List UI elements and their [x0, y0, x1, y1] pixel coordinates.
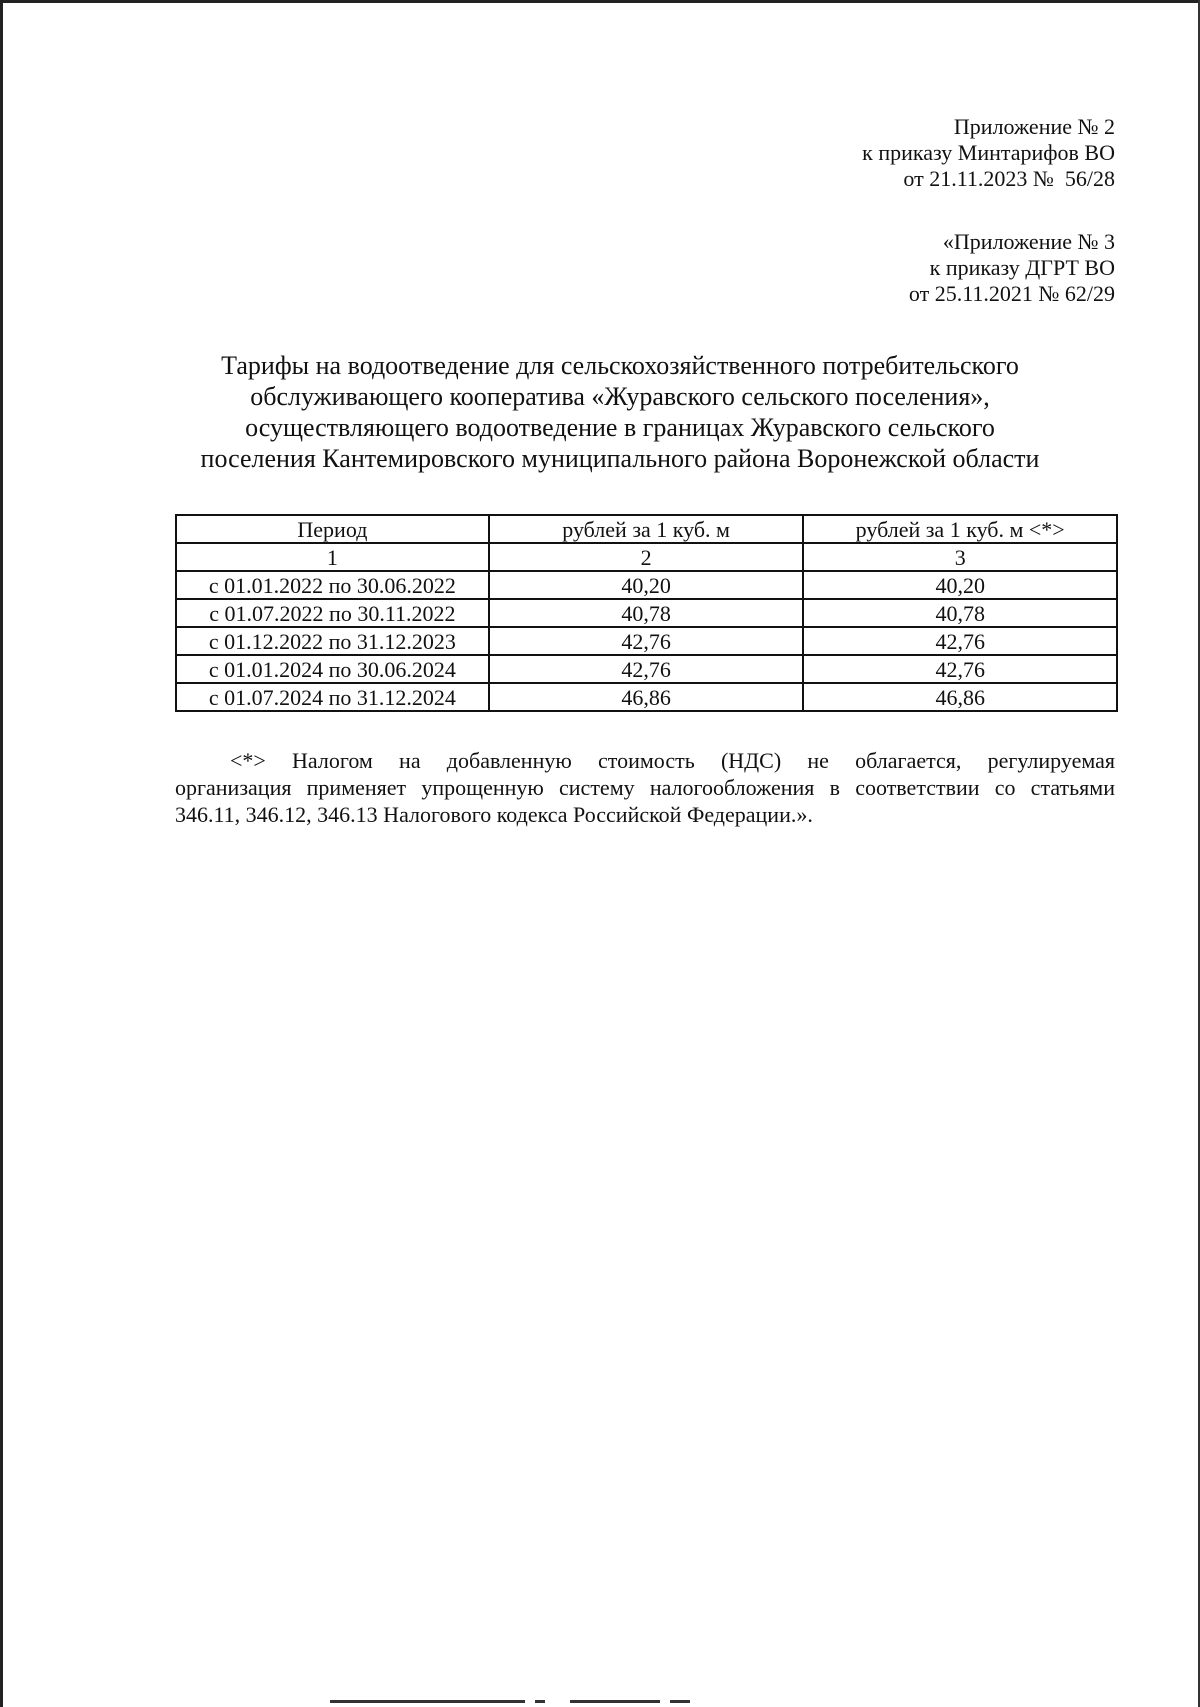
- rate-cell: 42,76: [489, 627, 804, 655]
- rate-cell: 40,20: [489, 571, 804, 599]
- rate-cell: 40,78: [489, 599, 804, 627]
- column-number-cell: 2: [489, 543, 804, 571]
- rate-vat-cell: 40,20: [803, 571, 1117, 599]
- appendix-2-line: к приказу Минтарифов ВО: [862, 140, 1115, 165]
- footnote-line: 346.11, 346.12, 346.13 Налогового кодекса Российской Федерации.».: [175, 802, 813, 827]
- period-cell: с 01.07.2024 по 31.12.2024: [176, 683, 489, 711]
- rate-vat-cell: 40,78: [803, 599, 1117, 627]
- title-line: поселения Кантемировского муниципального района Воронежской области: [200, 444, 1040, 473]
- period-cell: с 01.01.2024 по 30.06.2024: [176, 655, 489, 683]
- appendix-2-header: [862, 114, 1115, 192]
- header-cell-period: Период: [176, 515, 489, 543]
- scan-edge-left: [0, 0, 3, 1707]
- header-cell-rate-vat: рублей за 1 куб. м <*>: [803, 515, 1117, 543]
- document-title: [150, 350, 1090, 474]
- title-line: Тарифы на водоотведение для сельскохозяйственного потребительского: [221, 351, 1019, 380]
- period-cell: с 01.01.2022 по 30.06.2022: [176, 571, 489, 599]
- column-number-cell: 3: [803, 543, 1117, 571]
- rate-vat-cell: 42,76: [803, 627, 1117, 655]
- rate-vat-cell: 42,76: [803, 655, 1117, 683]
- column-number-cell: 1: [176, 543, 489, 571]
- header-cell-rate: рублей за 1 куб. м: [489, 515, 804, 543]
- appendix-2-line: от 21.11.2023 № 56/28: [903, 166, 1115, 191]
- title-line: осуществляющего водоотведение в границах Журавского сельского: [245, 413, 995, 442]
- table-row: [176, 571, 1117, 599]
- table-column-number-row: [176, 543, 1117, 571]
- scan-edge-top: [0, 0, 1200, 3]
- period-cell: с 01.12.2022 по 31.12.2023: [176, 627, 489, 655]
- footnote-line: <*> Налогом на добавленную стоимость (НДС) не облагается, регулируемая: [230, 748, 1115, 773]
- period-cell: с 01.07.2022 по 30.11.2022: [176, 599, 489, 627]
- table-row: [176, 627, 1117, 655]
- appendix-3-line: «Приложение № 3: [942, 229, 1115, 254]
- vat-footnote: [175, 747, 1115, 828]
- table-row: [176, 599, 1117, 627]
- rate-vat-cell: 46,86: [803, 683, 1117, 711]
- scan-bottom-marks: [330, 1700, 750, 1703]
- appendix-2-line: Приложение № 2: [953, 114, 1115, 139]
- appendix-3-header: [909, 229, 1115, 307]
- rate-cell: 42,76: [489, 655, 804, 683]
- table-row: [176, 655, 1117, 683]
- table-row: [176, 683, 1117, 711]
- appendix-3-line: от 25.11.2021 № 62/29: [908, 281, 1115, 306]
- tariff-table: [175, 514, 1118, 712]
- footnote-line: организация применяет упрощенную систему налогообложения в соответствии со статьями: [175, 775, 1115, 800]
- appendix-3-line: к приказу ДГРТ ВО: [929, 255, 1115, 280]
- title-line: обслуживающего кооператива «Журавского сельского поселения»,: [250, 382, 990, 411]
- rate-cell: 46,86: [489, 683, 804, 711]
- table-header-row: [176, 515, 1117, 543]
